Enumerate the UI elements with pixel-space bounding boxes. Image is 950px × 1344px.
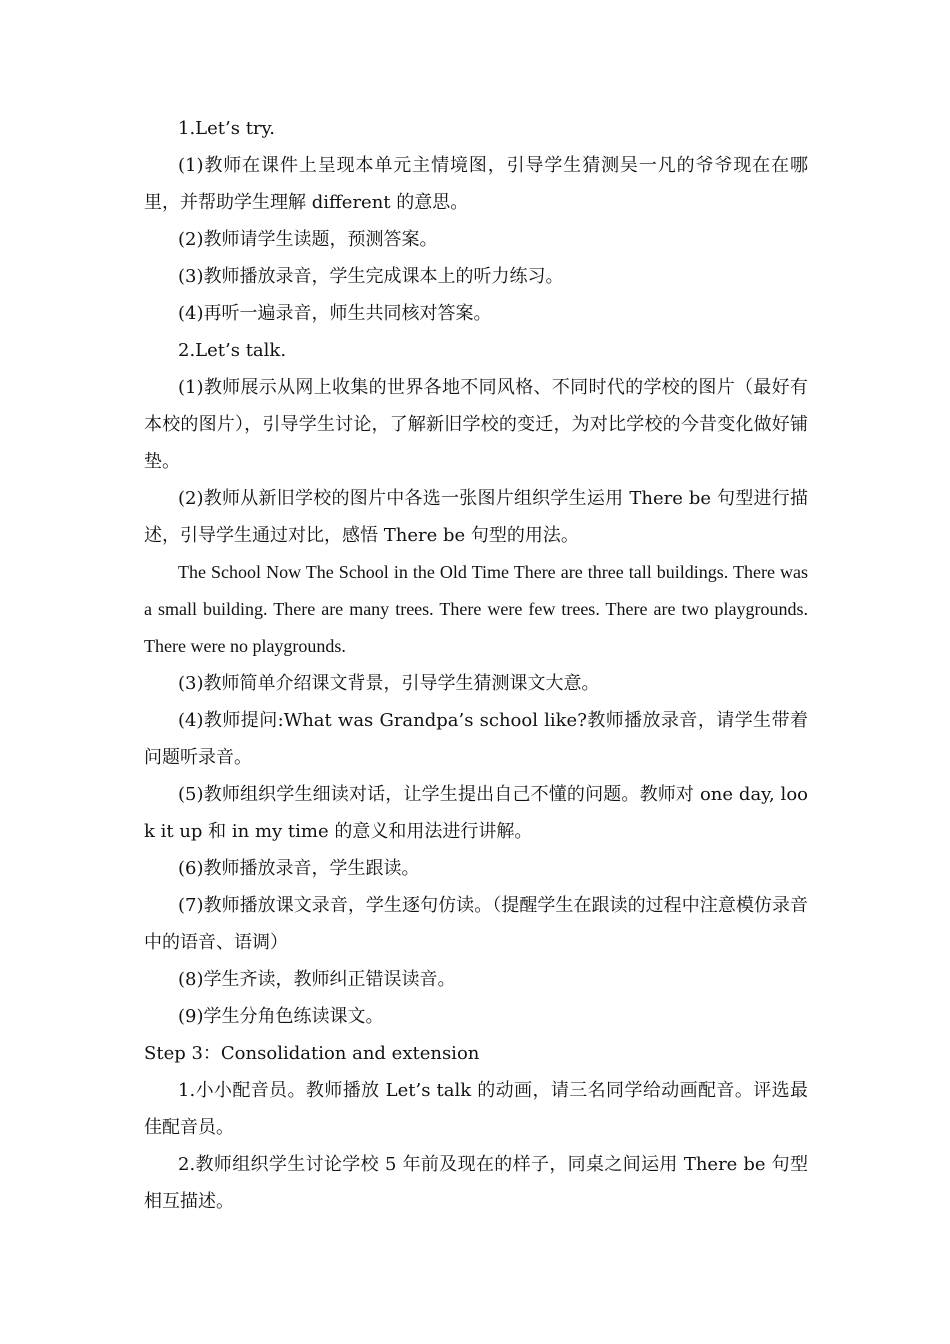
paragraph-talk-step-7: (7)教师播放课文录音，学生逐句仿读。（提醒学生在跟读的过程中注意模仿录音中的语音、语调） [144,895,808,953]
paragraph-talk-step-8: (8)学生齐读，教师纠正错误读音。 [178,969,456,990]
paragraph-try-step-1: (1)教师在课件上呈现本单元主情境图，引导学生猜测吴一凡的爷爷现在在哪里，并帮助学生理解 different 的意思。 [144,155,808,213]
paragraph-try-step-3: (3)教师播放录音，学生完成课本上的听力练习。 [178,266,564,287]
paragraph-talk-step-5: (5)教师组织学生细读对话，让学生提出自己不懂的问题。教师对 one day, look it up 和 in my time 的意义和用法进行讲解。 [144,784,808,842]
paragraph-talk-step-1: (1)教师展示从网上收集的世界各地不同风格、不同时代的学校的图片（最好有本校的图片），引导学生讨论，了解新旧学校的变迁，为对比学校的今昔变化做好铺垫。 [144,377,808,472]
paragraph-talk-step-6: (6)教师播放录音，学生跟读。 [178,858,420,879]
paragraph-lets-talk: 2.Let’s talk. [178,340,287,361]
paragraph-lets-try: 1.Let’s try. [178,118,276,139]
paragraph-school-comparison: The School Now The School in the Old Time There are three tall buildings. There was a small building. There are many trees. There were few trees. There are two playgrounds. There were no playgrounds. [144,562,808,656]
paragraph-try-step-4: (4)再听一遍录音，师生共同核对答案。 [178,303,492,324]
paragraph-talk-step-4: (4)教师提问:What was Grandpa’s school like?教师播放录音，请学生带着问题听录音。 [144,710,808,768]
paragraph-try-step-2: (2)教师请学生读题，预测答案。 [178,229,438,250]
paragraph-talk-step-3: (3)教师简单介绍课文背景，引导学生猜测课文大意。 [178,673,600,694]
section-heading-step-3: Step 3：Consolidation and extension [144,1043,480,1064]
paragraph-extension-2: 2.教师组织学生讨论学校 5 年前及现在的样子，同桌之间运用 There be 句型相互描述。 [144,1154,808,1212]
paragraph-talk-step-9: (9)学生分角色练读课文。 [178,1006,384,1027]
document-body [144,110,808,1220]
paragraph-talk-step-2: (2)教师从新旧学校的图片中各选一张图片组织学生运用 There be 句型进行描述，引导学生通过对比，感悟 There be 句型的用法。 [144,488,808,546]
paragraph-extension-1: 1.小小配音员。教师播放 Let’s talk 的动画，请三名同学给动画配音。评选最佳配音员。 [144,1080,808,1138]
